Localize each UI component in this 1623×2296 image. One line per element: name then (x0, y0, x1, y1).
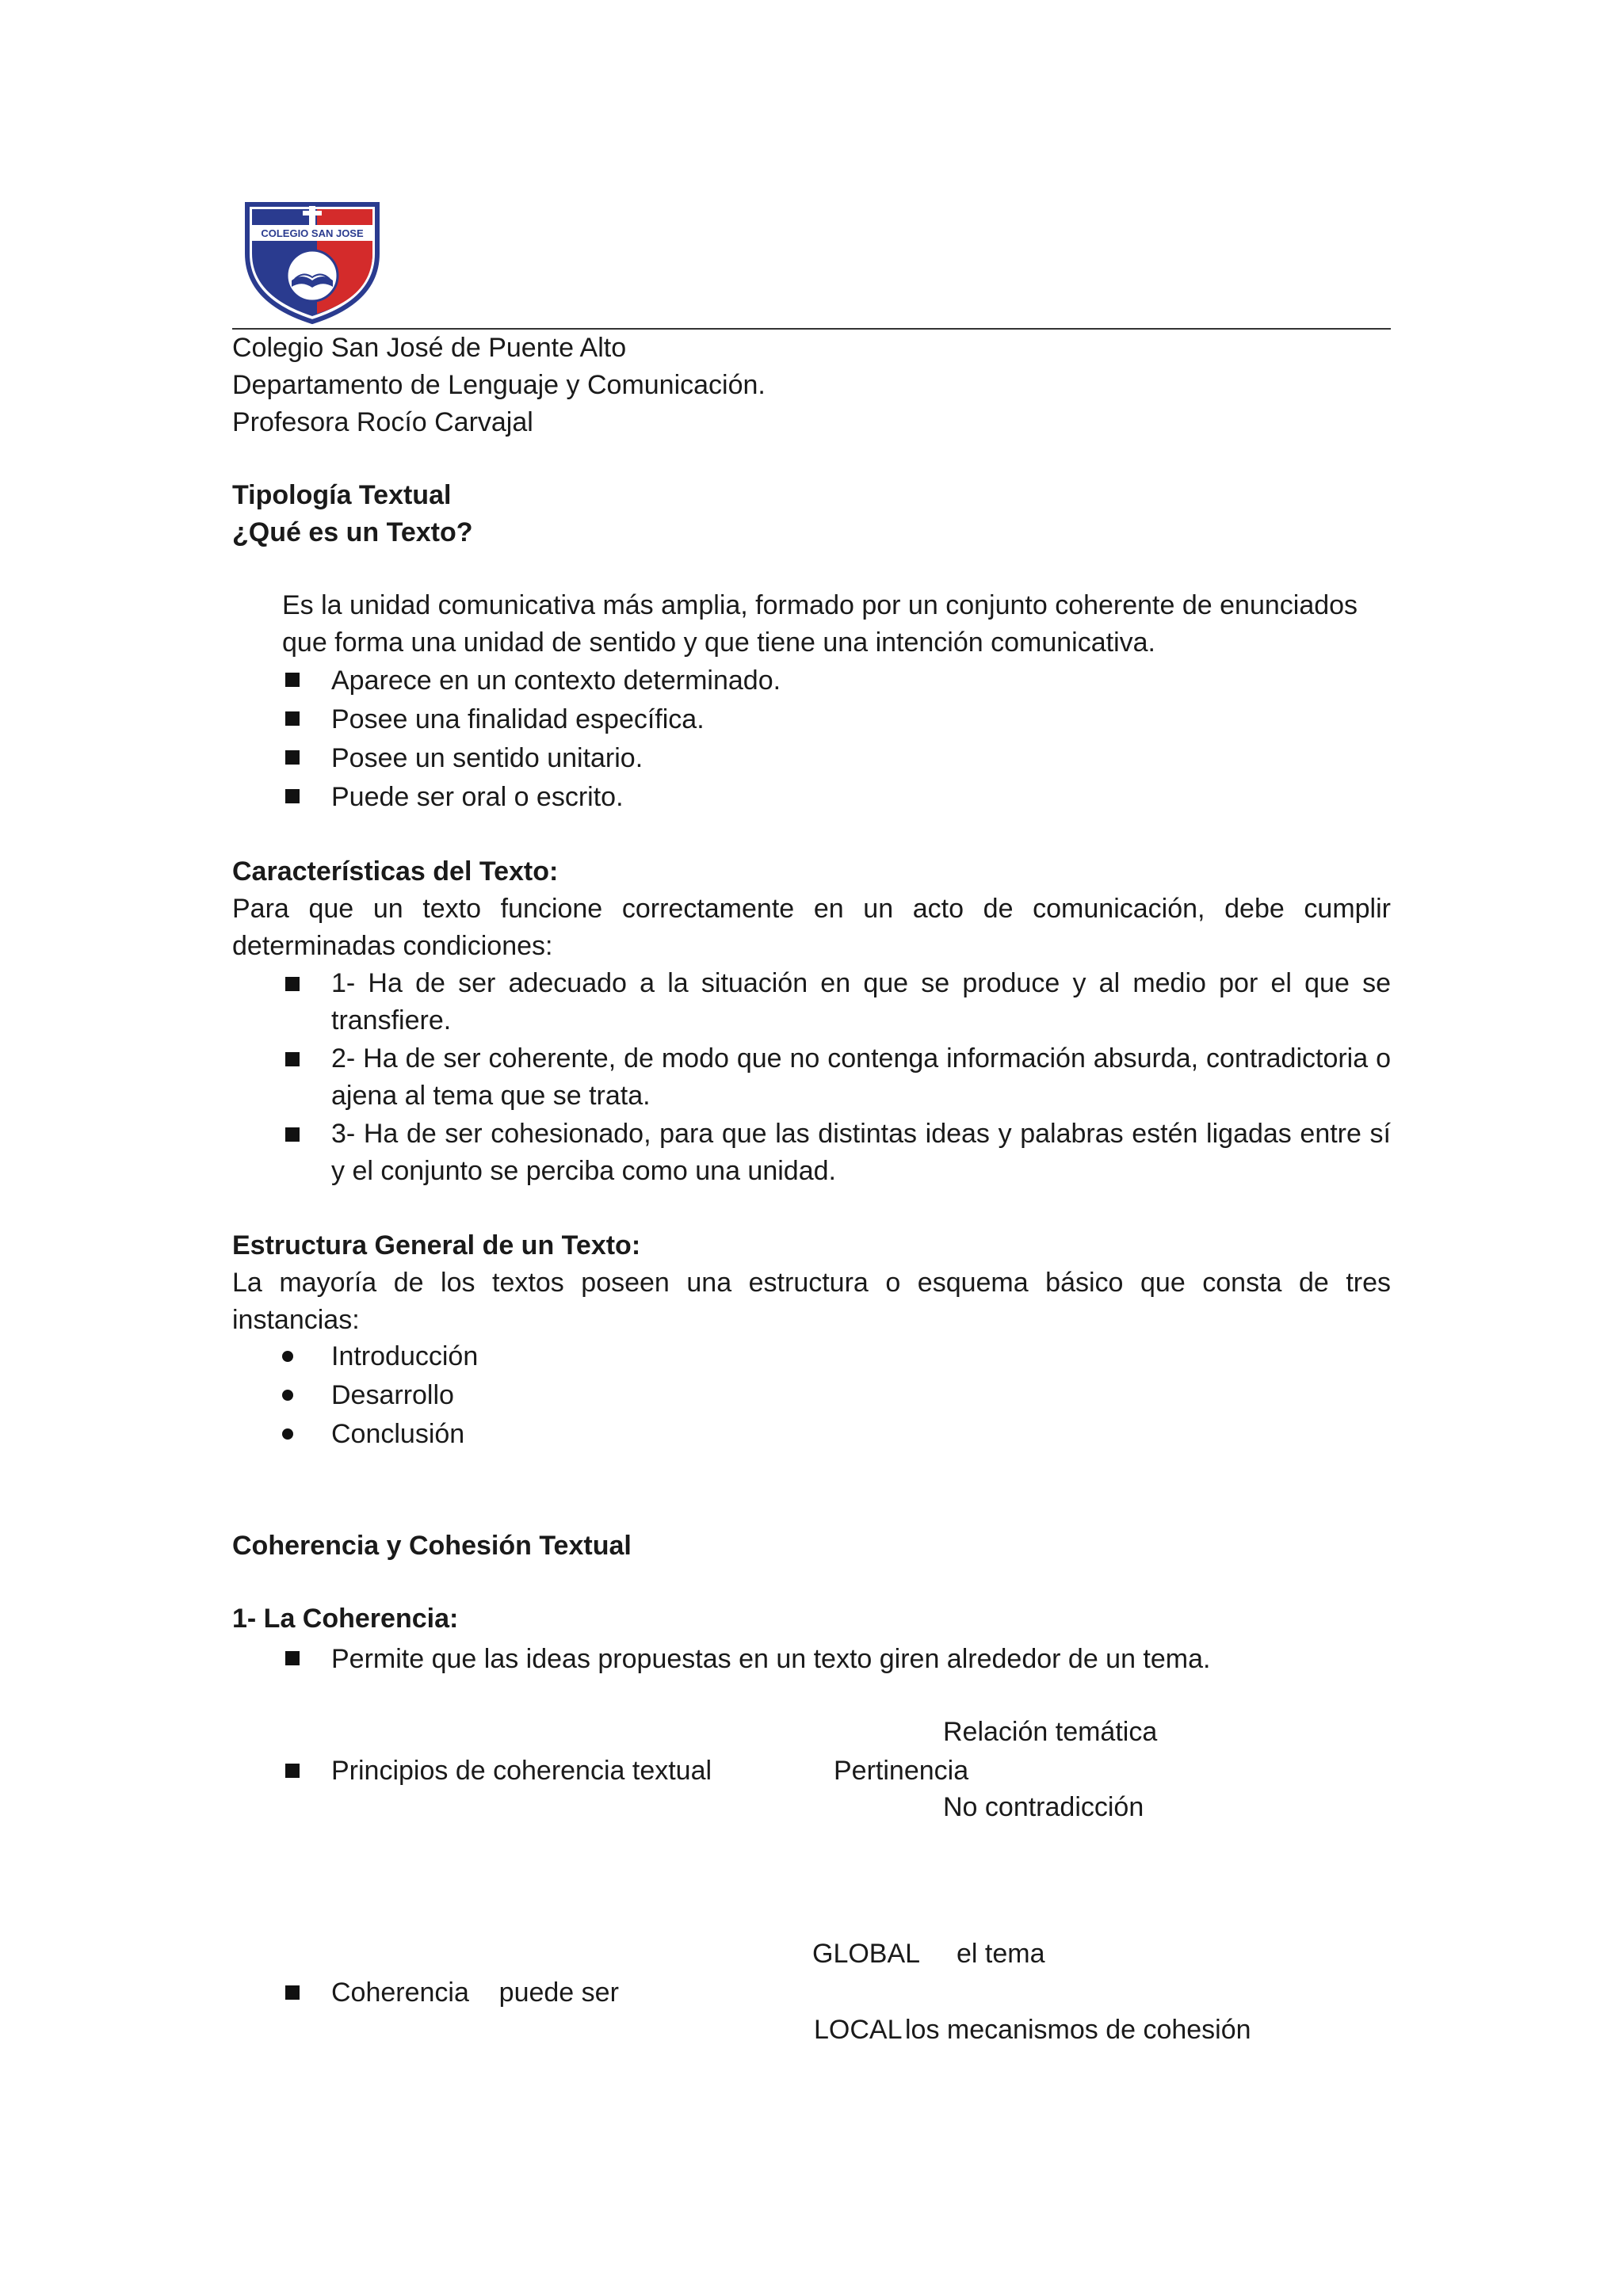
principle-pertinencia: Pertinencia (834, 1756, 969, 1786)
bullet-square (285, 673, 300, 687)
school-name: Colegio San José de Puente Alto (232, 333, 627, 363)
coherence-global: GLOBAL (812, 1939, 921, 1969)
list-item: Introducción (331, 1341, 479, 1371)
coherence-local: LOCAL (814, 2015, 903, 2045)
list-item: 2- Ha de ser coherente, de modo que no contenga información absurda, contradictoria o ajena al tema que se trata. (331, 1043, 1391, 1111)
bullet-square (285, 711, 300, 726)
principle-no-contradiccion: No contradicción (943, 1792, 1144, 1822)
list-item: Puede ser oral o escrito. (331, 782, 624, 812)
coherence-types-label: Coherencia puede ser (331, 1978, 619, 2008)
section-title-coherencia-cohesion: Coherencia y Cohesión Textual (232, 1531, 632, 1561)
list-item: Posee una finalidad específica. (331, 704, 705, 734)
section-question: ¿Qué es un Texto? (232, 517, 473, 547)
school-logo (241, 198, 384, 325)
bullet-square (285, 1052, 300, 1066)
list-item: 3- Ha de ser cohesionado, para que las distintas ideas y palabras estén ligadas entre sí y el conjunto se perciba como una unidad. (331, 1119, 1391, 1186)
principle-relacion-tematica: Relación temática (943, 1717, 1158, 1747)
definition-paragraph: Es la unidad comunicativa más amplia, formado por un conjunto coherente de enunciados que forma una unidad de sentido y que tiene una intención comunicativa. (282, 590, 1358, 658)
caracteristicas-intro: Para que un texto funcione correctamente en un acto de comunicación, debe cumplir determinadas condiciones: (232, 894, 1391, 961)
bullet-dot (282, 1351, 293, 1362)
subsection-title-coherencia: 1- La Coherencia: (232, 1604, 459, 1634)
bullet-square (285, 977, 300, 991)
logo-wordmark: COLEGIO SAN JOSE (261, 227, 364, 239)
coherence-global-desc: el tema (957, 1939, 1045, 1969)
section-title-estructura: Estructura General de un Texto: (232, 1230, 641, 1261)
list-item: Posee un sentido unitario. (331, 743, 643, 773)
list-item: 1- Ha de ser adecuado a la situación en que se produce y al medio por el que se transfiere. (331, 968, 1391, 1035)
bullet-square (285, 750, 300, 765)
principles-label: Principios de coherencia textual (331, 1756, 712, 1786)
section-title-caracteristicas: Características del Texto: (232, 856, 559, 887)
teacher-name: Profesora Rocío Carvajal (232, 407, 533, 437)
bullet-square (285, 1764, 300, 1778)
bullet-square (285, 1651, 300, 1665)
section-title-tipologia: Tipología Textual (232, 480, 452, 510)
estructura-intro: La mayoría de los textos poseen una estructura o esquema básico que consta de tres instancias: (232, 1268, 1391, 1335)
bullet-square (285, 789, 300, 803)
list-item: Permite que las ideas propuestas en un texto giren alrededor de un tema. (331, 1644, 1211, 1674)
list-item: Aparece en un contexto determinado. (331, 666, 781, 696)
list-item: Conclusión (331, 1419, 465, 1449)
bullet-dot (282, 1390, 293, 1401)
department-name: Departamento de Lenguaje y Comunicación. (232, 370, 766, 400)
coherence-local-desc: los mecanismos de cohesión (905, 2015, 1251, 2045)
bullet-dot (282, 1428, 293, 1440)
list-item: Desarrollo (331, 1380, 454, 1410)
bullet-square (285, 1127, 300, 1142)
bullet-square (285, 1985, 300, 2000)
